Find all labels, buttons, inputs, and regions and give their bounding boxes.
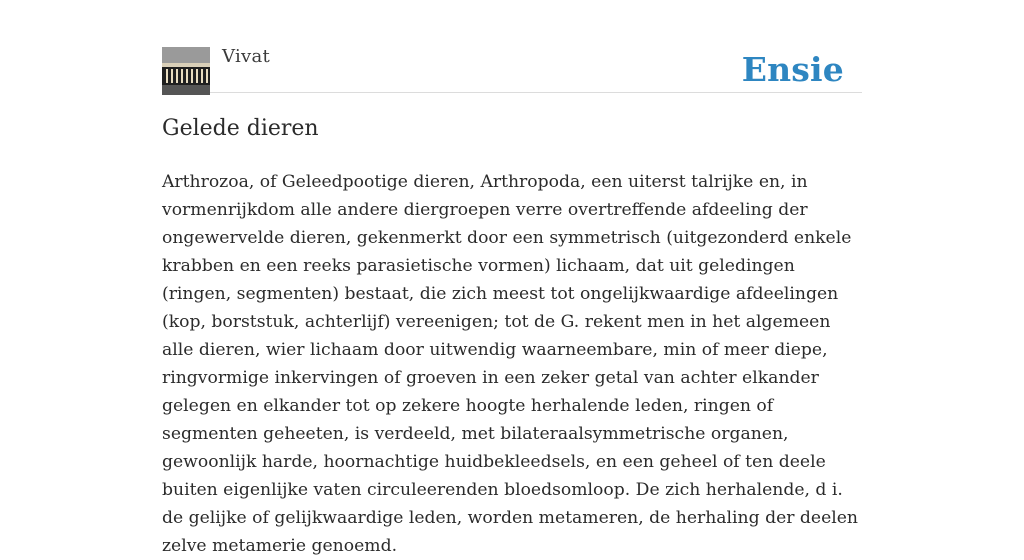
page-header <box>162 46 862 93</box>
author-name[interactable]: Vivat <box>222 46 271 67</box>
brand-logo[interactable]: Ensie <box>741 50 844 89</box>
article-body: Arthrozoa, of Geleedpootige dieren, Arthropoda, een uiterst talrijke en, in vormenrijkdom alle andere diergroepen verre overtreffende afdeeling der ongewervelde dieren, gekenmerkt door een symmetrisch (uitgezonderd enkele krabben en een reeks parasietische vormen) lichaam, dat uit geledingen (ringen, segmenten) bestaat, die zich meest tot ongelijkwaardige afdeelingen (kop, borststuk, achterlijf) vereenigen; tot de G. rekent men in het algemeen alle dieren, wier lichaam door uitwendig waarneembare, min of meer diepe, ringvormige inkervingen of groeven in een zeker getal van achter elkander gelegen en elkander tot op zekere hoogte herhalende leden, ringen of segmenten geheeten, is verdeeld, met bilateraalsymmetrische organen, gewoonlijk harde, hoornachtige huidbekleedsels, en een geheel of ten deele buiten eigenlijke vaten circuleerenden bloedsomloop. De zich herhalende, d i. de gelijke of gelijkwaardige leden, worden metameren, de herhaling der deelen zelve metamerie genoemd. <box>162 172 859 556</box>
book-spines-icon <box>162 47 210 95</box>
author-avatar[interactable] <box>162 47 210 95</box>
article-title: Gelede dieren <box>162 116 319 141</box>
